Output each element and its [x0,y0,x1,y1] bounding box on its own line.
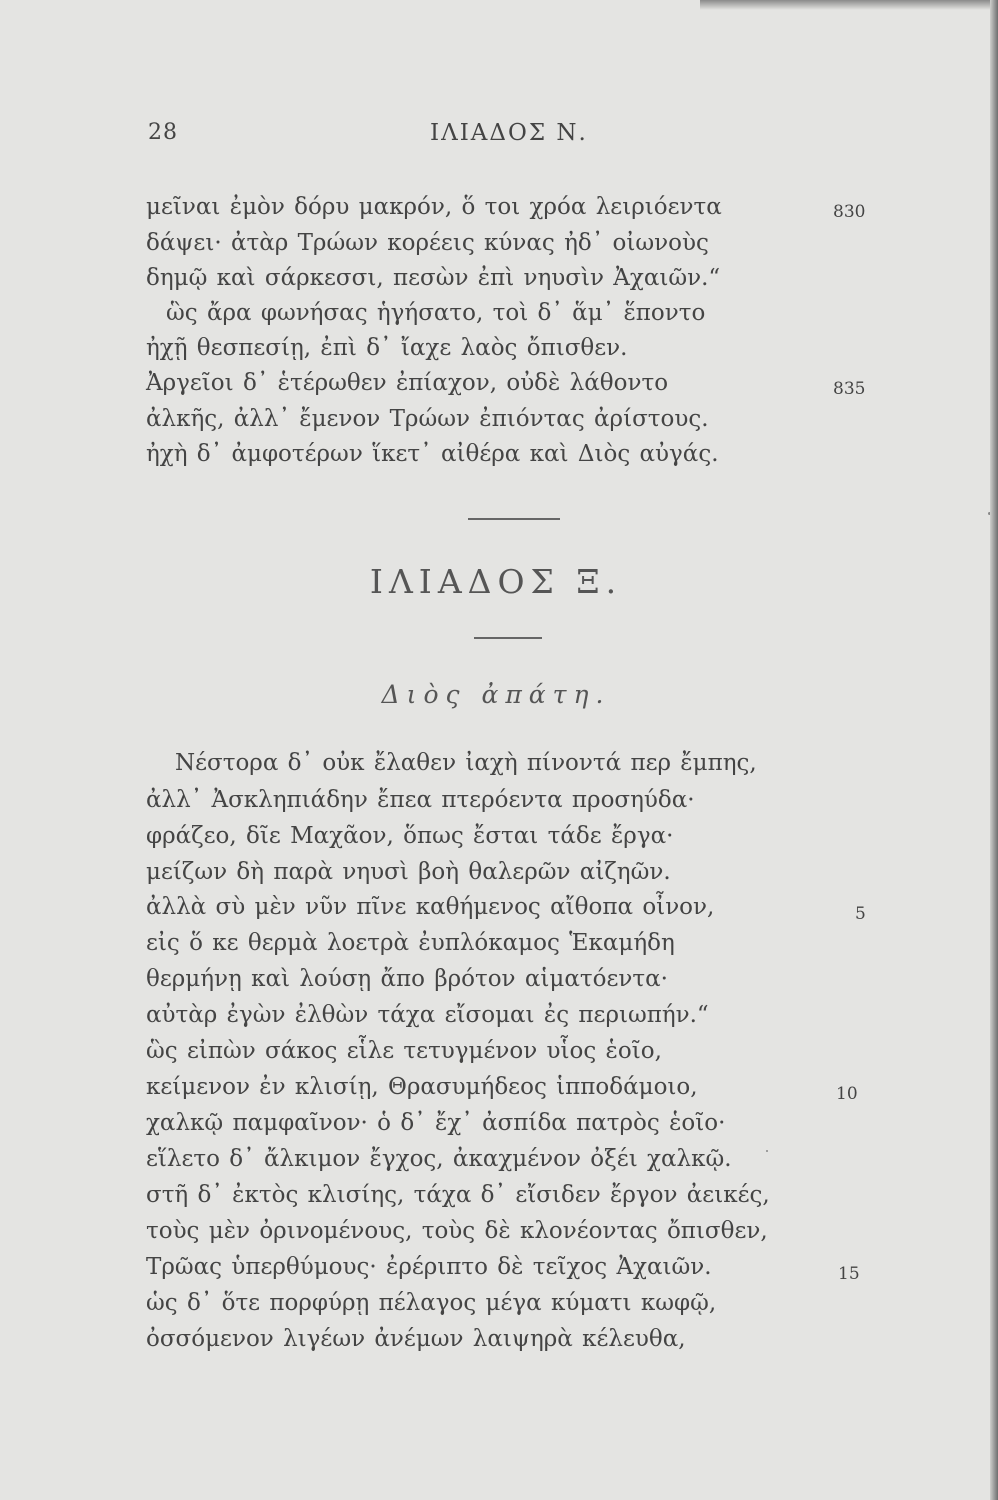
title-rule [474,637,542,639]
verse-line: στῆ δ᾽ ἐκτὸς κλισίης, τάχα δ᾽ εἴσιδεν ἔργον ἀεικές, [146,1182,770,1208]
verse-line: ὣς εἰπὼν σάκος εἷλε τετυγμένον υἷος ἑοῖο, [146,1038,662,1064]
verse-line: εἰς ὅ κε θερμὰ λοετρὰ ἐυπλόκαμος Ἑκαμήδη [146,930,675,956]
verse-line: μείζων δὴ παρὰ νηυσὶ βοὴ θαλερῶν αἰζηῶν. [146,859,671,885]
verse-line: θερμήνῃ καὶ λούσῃ ἄπο βρότον αἱματόεντα· [146,966,668,992]
line-number: 15 [838,1264,860,1284]
verse-line: χαλκῷ παμφαῖνον· ὁ δ᾽ ἔχ᾽ ἀσπίδα πατρὸς ἑοῖο· [146,1110,726,1136]
top-edge-shadow [700,0,998,10]
line-number: 10 [836,1084,858,1104]
book-subtitle: Διὸς ἀπάτη. [381,680,611,709]
verse-line: ἠχῇ θεσπεσίῃ, ἐπὶ δ᾽ ἴαχε λαὸς ὄπισθεν. [146,335,628,361]
verse-line: ὣς ἄρα φωνήσας ἡγήσατο, τοὶ δ᾽ ἅμ᾽ ἕποντο [166,300,706,326]
line-number: 830 [833,202,866,222]
verse-line: μεῖναι ἐμὸν δόρυ μακρόν, ὅ τοι χρόα λειριόεντα [146,194,722,220]
book-title: ΙΛΙΑΔΟΣ Ξ. [369,562,623,601]
verse-line: κείμενον ἐν κλισίῃ, Θρασυμήδεος ἱπποδάμοιο, [146,1074,698,1100]
verse-line: τοὺς μὲν ὀρινομένους, τοὺς δὲ κλονέοντας ὄπισθεν, [146,1218,768,1244]
line-number: 5 [855,904,866,924]
verse-line: δημῷ καὶ σάρκεσσι, πεσὼν ἐπὶ νηυσὶν Ἀχαιῶν.“ [146,265,721,291]
page-number: 28 [148,120,178,145]
section-rule [468,518,560,520]
verse-line: Τρῶας ὑπερθύμους· ἐρέριπτο δὲ τεῖχος Ἀχαιῶν. [146,1254,712,1280]
verse-line: ὡς δ᾽ ὅτε πορφύρῃ πέλαγος μέγα κύματι κωφῷ, [146,1290,717,1316]
verse-line: εἵλετο δ᾽ ἄλκιμον ἔγχος, ἀκαχμένον ὀξέι χαλκῷ. [146,1146,732,1172]
verse-line: Νέστορα δ᾽ οὐκ ἔλαθεν ἰαχὴ πίνοντά περ ἔμπης, [175,750,757,776]
verse-line: ἀλκῆς, ἀλλ᾽ ἔμενον Τρώων ἐπιόντας ἀρίστους. [146,406,709,432]
verse-line: φράζεο, δῖε Μαχᾶον, ὅπως ἔσται τάδε ἔργα· [146,823,674,849]
verse-line: Ἀργεῖοι δ᾽ ἑτέρωθεν ἐπίαχον, οὐδὲ λάθοντο [146,370,669,396]
verse-line: αὐτὰρ ἐγὼν ἐλθὼν τάχα εἴσομαι ἐς περιωπήν.“ [146,1002,709,1028]
verse-line: ἀλλὰ σὺ μὲν νῦν πῖνε καθήμενος αἴθοπα οἶνον, [146,894,715,920]
page-edge-shadow [990,0,998,1500]
verse-line: ἠχὴ δ᾽ ἀμφοτέρων ἵκετ᾽ αἰθέρα καὶ Διὸς αὐγάς. [146,441,719,467]
verse-line: ἀλλ᾽ Ἀσκληπιάδην ἔπεα πτερόεντα προσηύδα· [146,787,695,813]
running-title: ΙΛΙΑΔΟΣ Ν. [430,120,588,146]
running-head [0,120,992,154]
verse-line: δάψει· ἀτὰρ Τρώων κορέεις κύνας ἠδ᾽ οἰωνοὺς [146,230,709,256]
line-number: 835 [833,379,866,399]
paper-speck [766,1150,768,1152]
verse-line: ὀσσόμενον λιγέων ἀνέμων λαιψηρὰ κέλευθα, [146,1326,686,1352]
